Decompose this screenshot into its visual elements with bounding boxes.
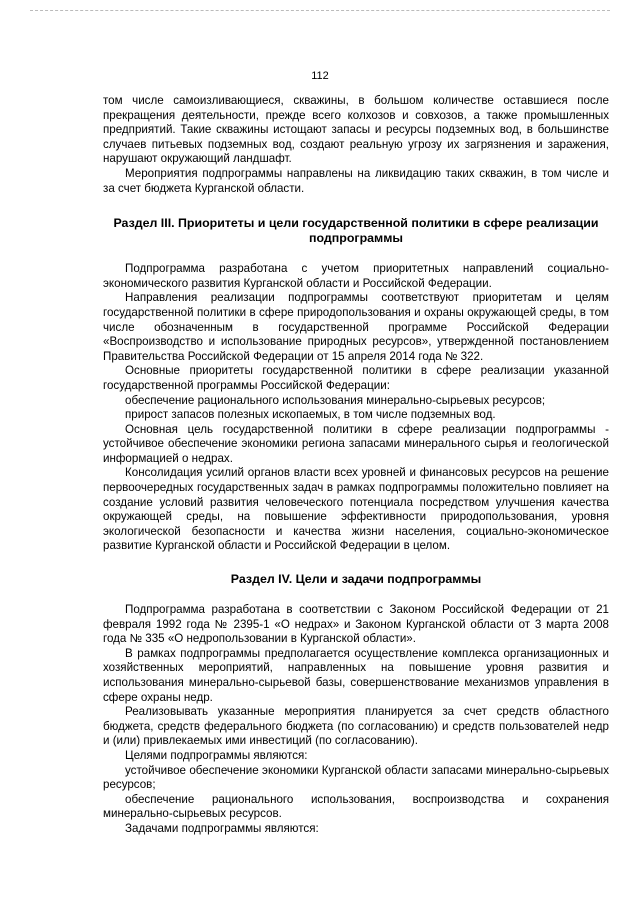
paragraph: том числе самоизливающиеся, скважины, в большом количестве оставшиеся после прекращения деятельности, прежде всего колхозов и совхозов, а также промышленных предприятий. Такие скважины истощают запасы и ресурсы подземных вод, в большинстве случаев питьевых подземных вод, создают реальную угрозу их загрязнения и заражения, нарушают окружающий ландшафт. — [103, 94, 609, 166]
paragraph: обеспечение рационального использования минерально-сырьевых ресурсов; — [125, 393, 546, 407]
section-heading: Раздел III. Приоритеты и цели государственной политики в сфере реализации подпрограммы — [113, 216, 599, 246]
paragraph: Основные приоритеты государственной политики в сфере реализации указанной государственной программы Российской Федерации: — [103, 364, 609, 392]
paragraph: Реализовывать указанные мероприятия планируется за счет средств областного бюджета, средств федерального бюджета (по согласованию) и средств пользователей недр и (или) привлекаемых ими инвестиций (по согласованию). — [103, 705, 609, 748]
paragraph: Мероприятия подпрограммы направлены на ликвидацию таких скважин, в том числе и за счет бюджета Курганской области. — [103, 166, 609, 195]
paragraph: Консолидация усилий органов власти всех уровней и финансовых ресурсов на решение первоочередных государственных задач в рамках подпрограммы положительно повлияет на создание условий развития человеческого потенциала посредством улучшения качества окружающей среды, на повышение эффективности природопользования, уровня экологической безопасности и качества жизни населения, социально-экономическое развитие Курганской области и Российской Федерации в целом. — [103, 466, 609, 553]
paragraph: прирост запасов полезных ископаемых, в том числе подземных вод. — [125, 408, 496, 422]
paragraph: Задачами подпрограммы являются: — [125, 821, 319, 835]
paragraph: обеспечение рационального использования, воспроизводства и сохранения минерально-сырьевых ресурсов. — [103, 792, 609, 821]
scan-top-edge — [30, 10, 610, 11]
paragraph: Подпрограмма разработана в соответствии с Законом Российской Федерации от 21 февраля 1992 года № 2395-1 «О недрах» и Законом Курганской области от 3 марта 2008 года № 335 «О недропользовании в Курганской области». — [103, 603, 609, 646]
paragraph: Целями подпрограммы являются: — [125, 748, 308, 762]
paragraph: Направления реализации подпрограммы соответствуют приоритетам и целям государственной политики в сфере природопользования и охраны окружающей среды, в том числе обозначенным в государственной программе Российской Федерации «Воспроизводство и использование природных ресурсов», утвержденной постановлением Правительства Российской Федерации от 15 апреля 2014 года № 322. — [103, 291, 609, 363]
section-heading: Раздел IV. Цели и задачи подпрограммы — [230, 572, 482, 587]
paragraph: Подпрограмма разработана с учетом приоритетных направлений социально-экономического развития Курганской области и Российской Федерации. — [103, 262, 609, 290]
paragraph: устойчивое обеспечение экономики Курганской области запасами минерально-сырьевых ресурсов; — [103, 763, 609, 792]
paragraph: Основная цель государственной политики в сфере реализации подпрограммы - устойчивое обеспечение экономики региона запасами минерального сырья и геологической информацией о недрах. — [103, 422, 609, 465]
page-number: 112 — [311, 70, 329, 82]
paragraph: В рамках подпрограммы предполагается осуществление комплекса организационных и хозяйственных мероприятий, направленных на повышение уровня развития и использования минерально-сырьевой базы, совершенствование механизмов управления в сфере охраны недр. — [103, 646, 609, 704]
document-body — [103, 94, 609, 837]
